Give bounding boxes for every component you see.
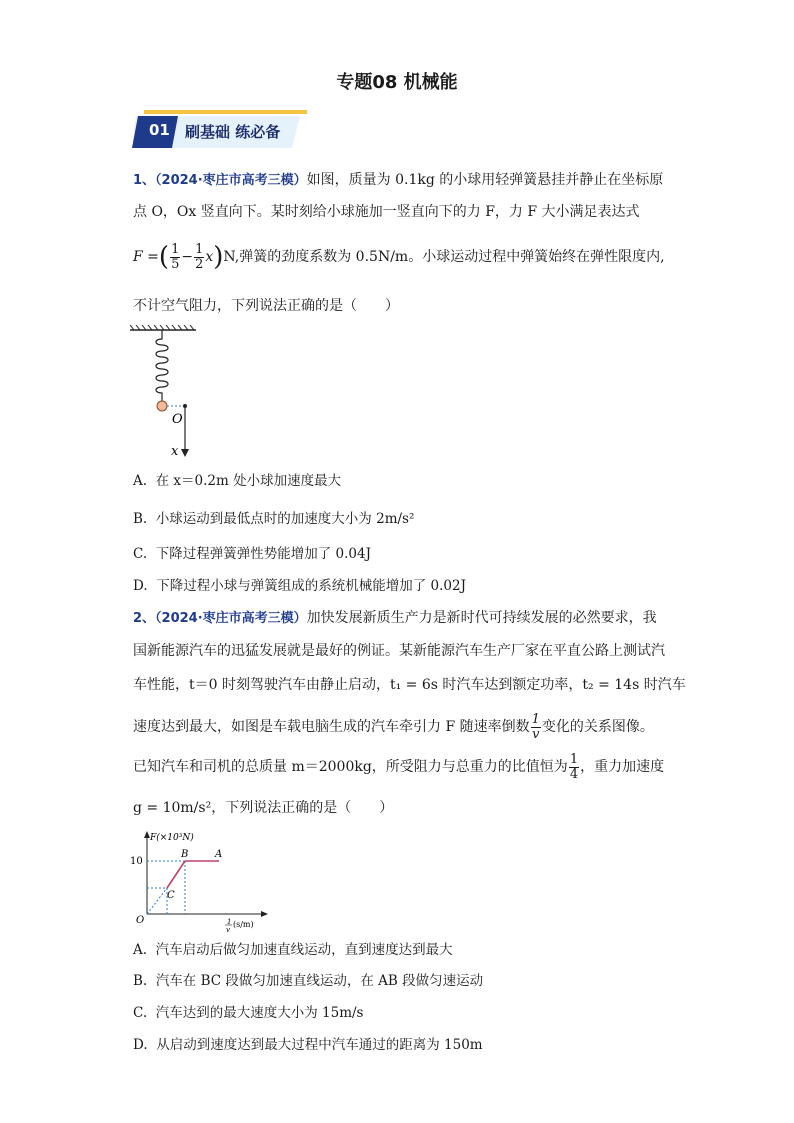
q2-text-1: 加快发展新质生产力是新时代可持续发展的必然要求，我 (306, 610, 657, 626)
section-number: 01 (149, 121, 170, 139)
q1-minus: − (181, 249, 194, 265)
q1-text-1: 如图，质量为 0.1kg 的小球用轻弹簧悬挂并静止在坐标原 (306, 172, 664, 188)
q1-line-1 (133, 171, 663, 190)
q1-option-b[interactable]: B. 小球运动到最低点时的加速度大小为 2m/s² (133, 511, 415, 527)
q1-line-4: 不计空气阻力，下列说法正确的是（ ） (133, 298, 399, 314)
section-label: 刷基础 练必备 (185, 123, 281, 141)
section-banner (132, 110, 307, 152)
spring-figure (128, 325, 208, 460)
q2-option-a[interactable]: A. 汽车启动后做匀加速直线运动，直到速度达到最大 (133, 942, 453, 958)
q2-number: 2、 (133, 611, 156, 626)
q2-line-6: g = 10m/s²，下列说法正确的是（ ） (133, 800, 394, 816)
graph-x-label: (s/m) (233, 920, 254, 929)
q2-source: （2024·枣庄市高考三模） (155, 611, 307, 626)
q1-frac-2: $\frac{1}{2}$ (195, 241, 204, 272)
q1-number: 1、 (133, 173, 156, 188)
q2-option-b[interactable]: B. 汽车在 BC 段做匀加速直线运动，在 AB 段做匀速运动 (133, 973, 484, 989)
q2-line-2: 国新能源汽车的迅猛发展就是最好的例证。某新能源汽车生产厂家在平直公路上测试汽 (133, 643, 665, 659)
graph-point-c: C (167, 890, 175, 901)
spring-axis-label: x (171, 444, 179, 459)
page-title: 专题08 机械能 (336, 72, 458, 93)
q2-frac-inv-v: $\frac{1}{v}$ (531, 711, 540, 742)
q1-text-3: ,弹簧的劲度系数为 0.5N/m。小球运动过程中弹簧始终在弹性限度内, (234, 249, 665, 265)
graph-origin: O (136, 915, 145, 926)
q1-option-d[interactable]: D. 下降过程小球与弹簧组成的系统机械能增加了 0.02J (133, 578, 466, 594)
q2-line-5: 已知汽车和司机的总质量 m＝2000kg，所受阻力与总重力的比值恒为 $\frac{1}{4}$ ，重力加速度 (133, 751, 665, 782)
force-graph (125, 826, 275, 936)
graph-point-a: A (215, 849, 223, 860)
q1-frac-1: $\frac{1}{5}$ (171, 241, 180, 272)
graph-tick-10: 10 (130, 856, 143, 867)
graph-x-frac-den: v (226, 926, 230, 934)
q2-option-c[interactable]: C. 汽车达到的最大速度大小为 15m/s (133, 1005, 364, 1021)
q1-unit-n: N (223, 249, 235, 265)
graph-x-frac-num: 1 (227, 918, 232, 926)
q1-var-x: x (205, 249, 214, 265)
spring-origin-label: O (172, 412, 183, 427)
q2-line-3: 车性能，t＝0 时刻驾驶汽车由静止启动，t₁ = 6s 时汽车达到额定功率，t₂ = 14s 时汽车 (133, 677, 686, 693)
q1-option-a[interactable]: A. 在 x＝0.2m 处小球加速度最大 (133, 473, 342, 489)
graph-y-label: F(×10³N) (150, 833, 194, 843)
q1-formula-line: F =( $\frac{1}{5}$ − $\frac{1}{2}$ x)N,弹簧的劲度系数为 0.5N/m。小球运动过程中弹簧始终在弹性限度内, (133, 241, 665, 272)
q1-line-2: 点 O，Ox 竖直向下。某时刻给小球施加一竖直向下的力 F，力 F 大小满足表达式 (133, 204, 640, 220)
graph-point-b: B (181, 849, 189, 860)
q1-formula-lhs: F = (133, 249, 159, 265)
q1-source: （2024·枣庄市高考三模） (155, 173, 307, 188)
q1-option-c[interactable]: C. 下降过程弹簧弹性势能增加了 0.04J (133, 546, 371, 562)
q2-line-4: 速度达到最大，如图是车载电脑生成的汽车牵引力 F 随速率倒数 $\frac{1}{v}$ 变化的关系图像。 (133, 711, 654, 742)
q2-frac-quarter: $\frac{1}{4}$ (569, 751, 579, 782)
q2-line-1 (133, 609, 657, 628)
q2-option-d[interactable]: D. 从启动到速度达到最大过程中汽车通过的距离为 150m (133, 1037, 483, 1053)
